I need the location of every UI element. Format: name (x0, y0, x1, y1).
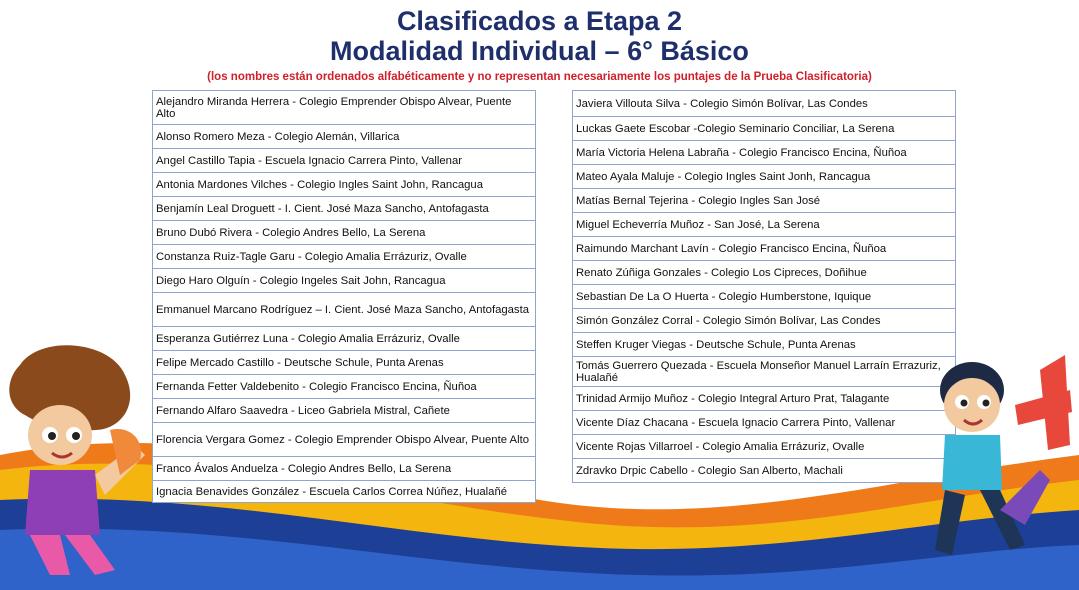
student-entry: Florencia Vergara Gomez - Colegio Emprender Obispo Alvear, Puente Alto (153, 423, 536, 457)
student-entry: Trinidad Armijo Muñoz - Colegio Integral Arturo Prat, Talagante (573, 387, 956, 411)
right-list-row (573, 165, 956, 189)
student-entry: Esperanza Gutiérrez Luna - Colegio Amalia Errázuriz, Ovalle (153, 327, 536, 351)
left-list-row (153, 351, 536, 375)
student-entry: Felipe Mercado Castillo - Deutsche Schule, Punta Arenas (153, 351, 536, 375)
right-list-row (573, 117, 956, 141)
student-entry: Emmanuel Marcano Rodríguez – I. Cient. José Maza Sancho, Antofagasta (153, 293, 536, 327)
ordering-note: (los nombres están ordenados alfabéticamente y no representan necesariamente los puntajes de la Prueba Clasificatoria) (207, 71, 872, 83)
left-list-row (153, 399, 536, 423)
header (0, 6, 1079, 66)
student-entry: Diego Haro Olguín - Colegio Ingeles Sait John, Rancagua (153, 269, 536, 293)
left-list-row (153, 149, 536, 173)
right-list-row (573, 261, 956, 285)
student-entry: Antonia Mardones Vilches - Colegio Ingles Saint John, Rancagua (153, 173, 536, 197)
student-entry: Fernando Alfaro Saavedra - Liceo Gabriela Mistral, Cañete (153, 399, 536, 423)
student-entry: Alonso Romero Meza - Colegio Alemán, Villarica (153, 125, 536, 149)
student-entry: Miguel Echeverría Muñoz - San José, La Serena (573, 213, 956, 237)
left-list-row (153, 327, 536, 351)
student-entry: Constanza Ruiz-Tagle Garu - Colegio Amalia Errázuriz, Ovalle (153, 245, 536, 269)
left-list-row (153, 125, 536, 149)
left-names-table (152, 90, 536, 503)
boy-illustration-icon (930, 350, 1079, 585)
student-entry: Franco Ávalos Anduelza - Colegio Andres Bello, La Serena (153, 457, 536, 481)
student-entry: Ignacia Benavides González - Escuela Carlos Correa Núñez, Hualañé (153, 481, 536, 503)
student-entry: Alejandro Miranda Herrera - Colegio Emprender Obispo Alvear, Puente Alto (153, 91, 536, 125)
girl-illustration-icon (0, 335, 150, 580)
student-entry: Benjamín Leal Droguett - I. Cient. José Maza Sancho, Antofagasta (153, 197, 536, 221)
page-title: Clasificados a Etapa 2 (396, 6, 683, 36)
student-entry: Mateo Ayala Maluje - Colegio Ingles Saint Jonh, Rancagua (573, 165, 956, 189)
left-list-row (153, 293, 536, 327)
page-subtitle: Modalidad Individual – 6° Básico (330, 36, 749, 66)
student-entry: Steffen Kruger Viegas - Deutsche Schule, Punta Arenas (573, 333, 956, 357)
right-list-row (573, 189, 956, 213)
right-list-row (573, 285, 956, 309)
student-entry: Vicente Rojas Villarroel - Colegio Amalia Errázuriz, Ovalle (573, 435, 956, 459)
right-list-row (573, 387, 956, 411)
right-list-row (573, 411, 956, 435)
student-entry: María Victoria Helena Labraña - Colegio Francisco Encina, Ñuñoa (573, 141, 956, 165)
left-list-row (153, 197, 536, 221)
right-list-row (573, 459, 956, 483)
left-list-row (153, 269, 536, 293)
student-entry: Vicente Díaz Chacana - Escuela Ignacio Carrera Pinto, Vallenar (573, 411, 956, 435)
student-entry: Zdravko Drpic Cabello - Colegio San Alberto, Machali (573, 459, 956, 483)
right-list-row (573, 213, 956, 237)
student-entry: Angel Castillo Tapia - Escuela Ignacio Carrera Pinto, Vallenar (153, 149, 536, 173)
right-list-row (573, 333, 956, 357)
left-list-row (153, 481, 536, 503)
student-entry: Raimundo Marchant Lavín - Colegio Francisco Encina, Ñuñoa (573, 237, 956, 261)
student-entry: Tomás Guerrero Quezada - Escuela Monseñor Manuel Larraín Errazuriz, Hualañé (573, 357, 956, 387)
student-entry: Javiera Villouta Silva - Colegio Simón Bolívar, Las Condes (573, 91, 956, 117)
left-list-row (153, 375, 536, 399)
student-entry: Bruno Dubó Rivera - Colegio Andres Bello, La Serena (153, 221, 536, 245)
right-list-row (573, 237, 956, 261)
right-names-table (572, 90, 956, 483)
student-entry: Matías Bernal Tejerina - Colegio Ingles San José (573, 189, 956, 213)
left-list-row (153, 245, 536, 269)
left-list-row (153, 91, 536, 125)
left-list-row (153, 221, 536, 245)
right-list-row (573, 357, 956, 387)
student-entry: Fernanda Fetter Valdebenito - Colegio Francisco Encina, Ñuñoa (153, 375, 536, 399)
right-list-row (573, 141, 956, 165)
right-list-row (573, 309, 956, 333)
right-list-row (573, 91, 956, 117)
student-entry: Luckas Gaete Escobar -Colegio Seminario Conciliar, La Serena (573, 117, 956, 141)
student-entry: Sebastian De La O Huerta - Colegio Humberstone, Iquique (573, 285, 956, 309)
student-entry: Simón González Corral - Colegio Simón Bolívar, Las Condes (573, 309, 956, 333)
right-list-row (573, 435, 956, 459)
left-list-row (153, 173, 536, 197)
student-entry: Renato Zúñiga Gonzales - Colegio Los Cipreces, Doñihue (573, 261, 956, 285)
left-list-row (153, 457, 536, 481)
left-list-row (153, 423, 536, 457)
